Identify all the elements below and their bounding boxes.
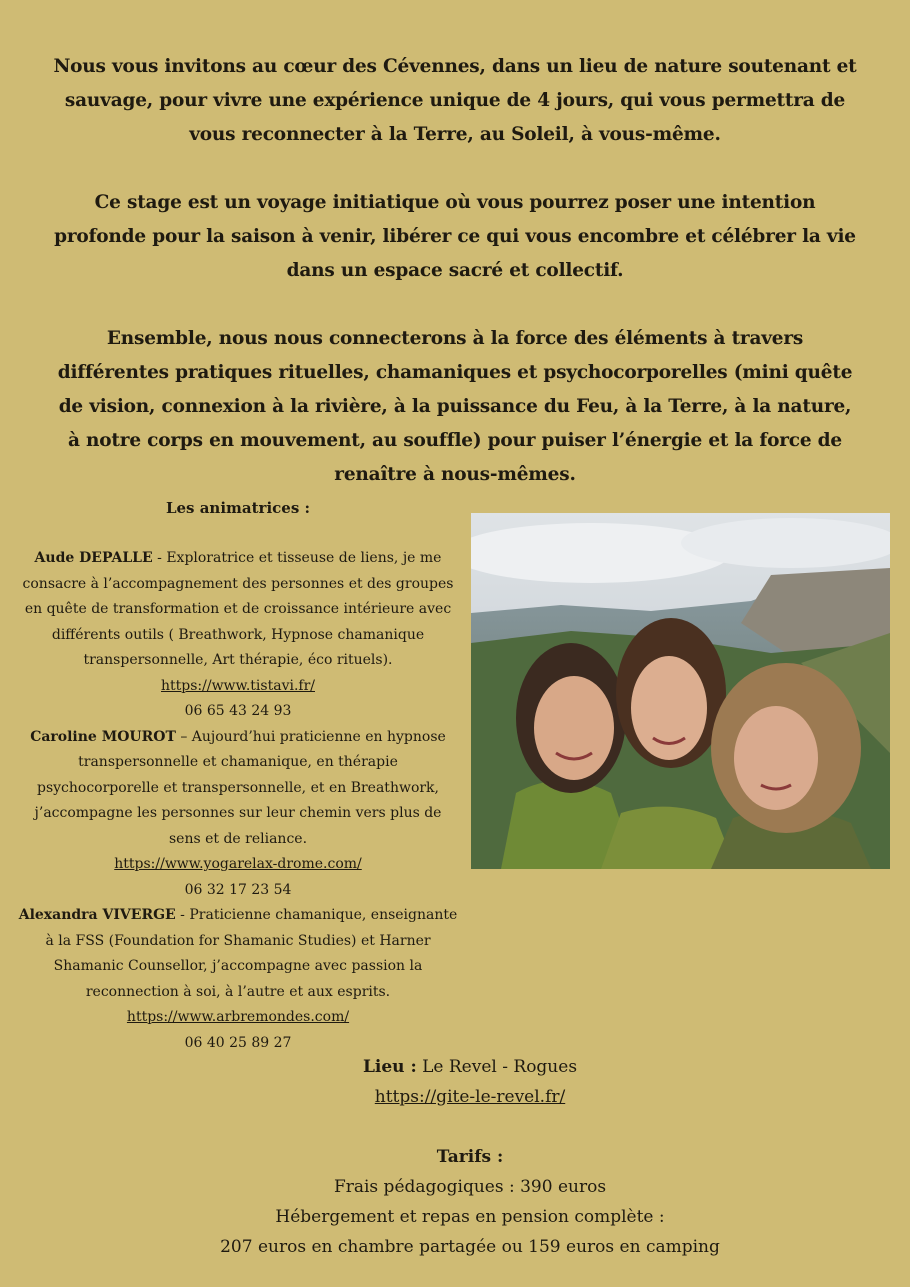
intro-paragraph-1: Nous vous invitons au cœur des Cévennes, dans un lieu de nature soutenant et sauvage, pour vivre une expérience unique de 4 jours, qui vous permettra de vous reconnecter à la Terre, au Soleil, à vous-même. (53, 56, 857, 145)
intro-text (50, 50, 860, 526)
intro-paragraph-2: Ce stage est un voyage initiatique où vous pourrez poser une intention profonde pour la saison à venir, libérer ce qui vous encombre et célébrer la vie dans un espace sacré et collectif. (54, 192, 856, 281)
animatrices-section (18, 495, 458, 1056)
tarif-line-2: Hébergement et repas en pension complète : (275, 1207, 665, 1227)
group-photo (471, 513, 890, 869)
animatrice-3 (18, 903, 458, 1056)
animatrice-2 (18, 725, 458, 904)
practical-info (170, 1052, 770, 1262)
animatrice-website-link[interactable]: https://www.tistavi.fr/ (161, 677, 315, 694)
animatrice-name: Aude DEPALLE (34, 550, 153, 566)
tarifs-heading: Tarifs : (436, 1147, 504, 1167)
tarif-line-1: Frais pédagogiques : 390 euros (333, 1177, 607, 1197)
tarif-line-3: 207 euros en chambre partagée ou 159 euros en camping (220, 1237, 720, 1257)
lieu-label: Lieu : (362, 1057, 417, 1077)
animatrice-bio: Caroline MOUROT – Aujourd’hui praticienne en hypnose transpersonnelle et chamanique, en thérapie psychocorporelle et transpersonnelle, et en Breathwork, j’accompagne les personnes sur leur chemin vers plus de sens et de reliance. (30, 728, 446, 847)
animatrice-website-link[interactable]: https://www.yogarelax-drome.com/ (114, 856, 362, 872)
animatrice-website-link[interactable]: https://www.arbremondes.com/ (126, 1009, 350, 1025)
animatrice-bio: Aude DEPALLE - Exploratrice et tisseuse de liens, je me consacre à l’accompagnement des personnes et des groupes en quête de transformation et de croissance intérieure avec différents outils ( Breathwork, Hypnose chamanique transpersonnelle, Art thérapie, éco rituels). (22, 550, 454, 668)
animatrice-name: Alexandra VIVERGE (18, 907, 176, 923)
animatrice-description: Aujourd’hui praticienne en hypnose transpersonnelle et chamanique, en thérapie psychocorporelle et transpersonnelle, et en Breathwork, j’accompagne les personnes sur leur chemin vers plus de sens et de reliance. (34, 728, 446, 847)
lieu-website-link[interactable]: https://gite-le-revel.fr/ (374, 1087, 566, 1107)
animatrices-heading: Les animatrices : (165, 499, 311, 517)
animatrice-phone: 06 40 25 89 27 (184, 1034, 292, 1051)
animatrice-description: Exploratrice et tisseuse de liens, je me consacre à l’accompagnement des personnes et des groupes en quête de transformation et de croissance intérieure avec différents outils ( Breathwork, Hypnose chamanique transpersonnelle, Art thérapie, éco rituels). (22, 550, 454, 668)
lieu-value: Le Revel - Rogues (416, 1057, 578, 1077)
animatrice-phone: 06 65 43 24 93 (184, 703, 292, 719)
animatrice-bio: Alexandra VIVERGE - Praticienne chamanique, enseignante à la FSS (Foundation for Shamanic Studies) et Harner Shamanic Counsellor, j’accompagne avec passion la reconnection à soi, à l’autre et aux esprits. (18, 907, 458, 1000)
intro-paragraph-3: Ensemble, nous nous connecterons à la force des éléments à travers différentes pratiques rituelles, chamaniques et psychocorporelles (mini quête de vision, connexion à la rivière, à la puissance du Feu, à la Terre, à la nature, à notre corps en mouvement, au souffle) pour puiser l’énergie et la force de renaître à nous-mêmes. (57, 328, 853, 485)
animatrice-phone: 06 32 17 23 54 (184, 881, 292, 898)
animatrice-name: Caroline MOUROT (30, 728, 176, 745)
animatrice-1 (18, 546, 458, 725)
animatrice-description: Praticienne chamanique, enseignante à la FSS (Foundation for Shamanic Studies) et Harner Shamanic Counsellor, j’accompagne avec passion la reconnection à soi, à l’autre et aux esprits. (45, 907, 458, 1000)
lieu-line (170, 1052, 770, 1082)
